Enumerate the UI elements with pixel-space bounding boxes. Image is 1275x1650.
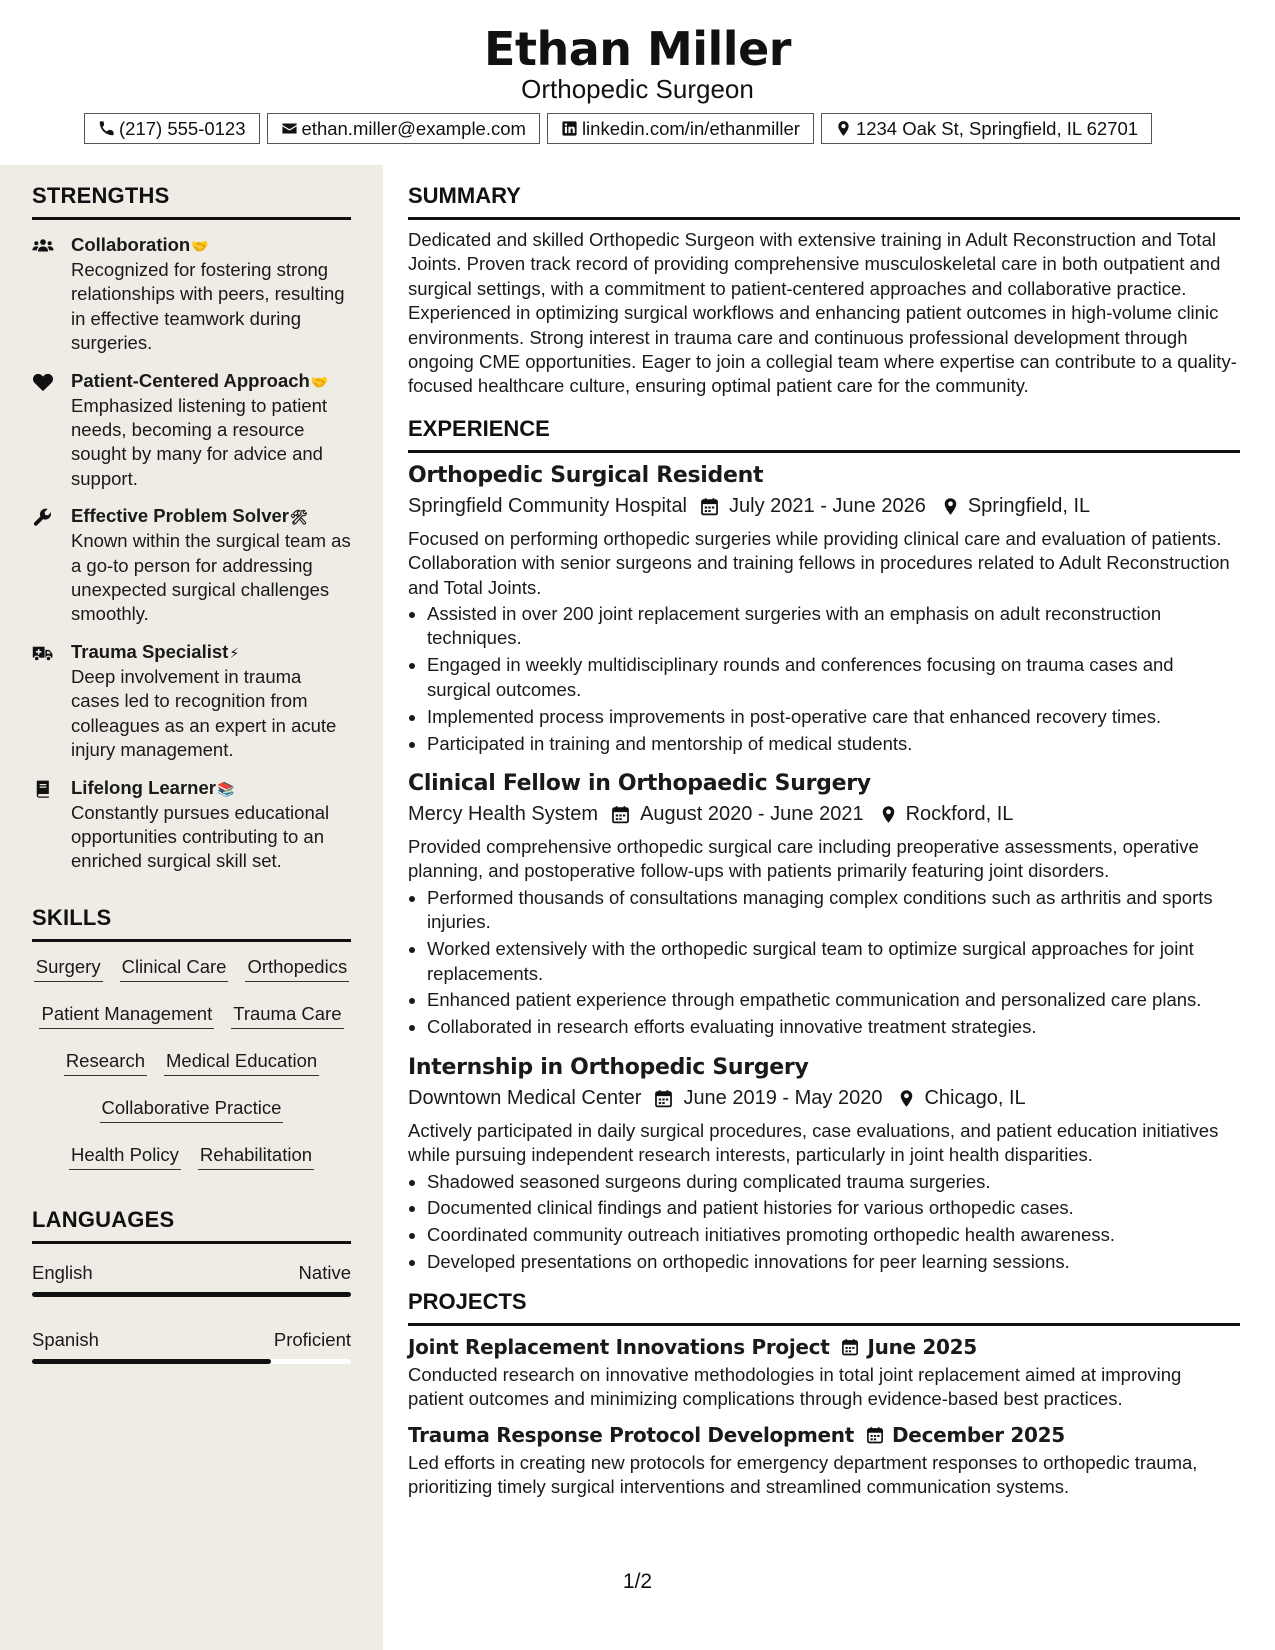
language-item bbox=[32, 1262, 351, 1297]
language-bar-fill bbox=[32, 1359, 271, 1364]
job-location: Chicago, IL bbox=[924, 1086, 1026, 1109]
strengths-heading: STRENGTHS bbox=[32, 183, 351, 220]
projects-section bbox=[408, 1289, 1240, 1500]
wrench-icon bbox=[32, 507, 54, 527]
users-icon bbox=[32, 236, 54, 256]
bullet-item: • Performed thousands of consultations managing complex conditions such as arthritis and sports injuries. bbox=[427, 886, 1240, 935]
page-number: 1/2 bbox=[622, 1570, 653, 1593]
strength-name: Patient-Centered Approach bbox=[71, 369, 310, 391]
map-pin-icon bbox=[897, 1089, 916, 1108]
ambulance-icon bbox=[32, 643, 54, 663]
skill-chip: Trauma Care bbox=[231, 1003, 343, 1029]
summary-section bbox=[408, 183, 1240, 399]
bullet-item: • Implemented process improvements in post-operative care that enhanced recovery times. bbox=[427, 705, 1240, 729]
lightning-icon: ⚡ bbox=[229, 644, 240, 661]
contact-phone[interactable] bbox=[84, 113, 260, 144]
strength-name: Effective Problem Solver bbox=[71, 505, 289, 527]
contact-address[interactable] bbox=[821, 113, 1152, 144]
experience-section bbox=[408, 416, 1240, 1275]
skills-heading: SKILLS bbox=[32, 905, 351, 942]
strength-desc: Deep involvement in trauma cases led to recognition from colleagues as an expert in acute injury management. bbox=[71, 665, 337, 761]
phone-icon bbox=[98, 120, 115, 137]
job-dates: June 2019 - May 2020 bbox=[683, 1086, 883, 1109]
summary-heading: SUMMARY bbox=[408, 183, 1240, 220]
job-description: Actively participated in daily surgical procedures, case evaluations, and patient education initiatives while pursuing independent research interests, particularly in joint health disparities. bbox=[408, 1119, 1219, 1166]
calendar-icon bbox=[700, 497, 719, 516]
handshake-icon: 🤝 bbox=[310, 373, 329, 390]
project-description: Led efforts in creating new protocols for emergency department responses to orthopedic trauma, prioritizing timely surgical interventions and streamlined communication systems. bbox=[408, 1451, 1198, 1497]
language-name: English bbox=[32, 1262, 93, 1283]
strength-item bbox=[32, 369, 351, 492]
skill-chip: Medical Education bbox=[164, 1050, 319, 1076]
skill-chip: Rehabilitation bbox=[198, 1144, 314, 1170]
strength-item bbox=[32, 233, 351, 356]
strength-desc: Constantly pursues educational opportunities contributing to an enriched surgical skill set. bbox=[71, 801, 330, 872]
job-entry bbox=[408, 462, 1240, 756]
skills-list bbox=[32, 956, 351, 1170]
bullet-item: • Participated in training and mentorship of medical students. bbox=[427, 732, 1240, 756]
bullet-item: • Collaborated in research efforts evaluating innovative treatment strategies. bbox=[427, 1015, 1240, 1039]
job-bullets bbox=[408, 1170, 1240, 1275]
job-location: Springfield, IL bbox=[967, 494, 1091, 517]
handshake-icon: 🤝 bbox=[191, 238, 209, 254]
candidate-title: Orthopedic Surgeon bbox=[521, 74, 754, 104]
bullet-item: • Coordinated community outreach initiatives promoting orthopedic health awareness. bbox=[427, 1223, 1240, 1247]
languages-section bbox=[32, 1207, 351, 1364]
strength-item bbox=[32, 776, 351, 874]
summary-text: Dedicated and skilled Orthopedic Surgeon with extensive training in Adult Reconstruction and Total Joints. Proven track record of providing comprehensive musculoskeletal care in both outpatient and surgical settings, with a commitment to patient-centered approaches and collaborative practice. Experienced in optimizing surgical workflows and enhancing patient outcomes in high-volume clinic environments. Strong interest in trauma care and continuous professional development through ongoing CME opportunities. Eager to join a collegial team where expertise can contribute to a quality-focused healthcare culture, ensuring optimal patient care for the community. bbox=[408, 229, 1237, 397]
skill-chip: Surgery bbox=[34, 956, 103, 982]
strength-item bbox=[32, 640, 351, 763]
books-icon: 📚 bbox=[216, 780, 235, 797]
contact-bar bbox=[84, 113, 1152, 144]
language-bar bbox=[32, 1292, 351, 1297]
bullet-item: • Engaged in weekly multidisciplinary rounds and conferences focusing on trauma cases and surgical outcomes. bbox=[427, 653, 1240, 702]
project-item bbox=[408, 1334, 1240, 1412]
languages-heading: LANGUAGES bbox=[32, 1207, 351, 1244]
job-entry bbox=[408, 1054, 1240, 1275]
strength-item bbox=[32, 504, 351, 627]
strength-desc: Known within the surgical team as a go-to person for addressing unexpected surgical challenges smoothly. bbox=[71, 530, 351, 625]
calendar-icon bbox=[841, 1338, 859, 1356]
experience-heading: EXPERIENCE bbox=[408, 416, 1240, 453]
tools-icon: 🛠 bbox=[289, 509, 308, 526]
bullet-item: • Developed presentations on orthopedic innovations for peer learning sessions. bbox=[427, 1250, 1240, 1274]
bullet-item: • Worked extensively with the orthopedic surgical team to optimize surgical approaches for joint replacements. bbox=[427, 937, 1240, 986]
bullet-item: • Enhanced patient experience through empathetic communication and personalized care plans. bbox=[427, 988, 1240, 1012]
job-org: Mercy Health System bbox=[408, 803, 599, 825]
sidebar bbox=[0, 165, 383, 1650]
project-name: Trauma Response Protocol Development bbox=[408, 1422, 854, 1447]
job-entry bbox=[408, 770, 1240, 1040]
language-name: Spanish bbox=[32, 1329, 99, 1350]
map-pin-icon bbox=[835, 120, 852, 137]
skills-section bbox=[32, 905, 351, 1191]
job-bullets bbox=[408, 886, 1240, 1040]
job-org: Downtown Medical Center bbox=[408, 1086, 642, 1109]
resume-header bbox=[0, 0, 1275, 165]
main-content bbox=[408, 165, 1240, 1499]
job-location: Rockford, IL bbox=[905, 803, 1014, 825]
job-bullets bbox=[408, 602, 1240, 756]
job-title: Orthopedic Surgical Resident bbox=[408, 462, 764, 488]
phone-text: (217) 555-0123 bbox=[119, 117, 246, 139]
project-date: June 2025 bbox=[867, 1334, 977, 1359]
bullet-item: • Documented clinical findings and patient histories for various orthopedic cases. bbox=[427, 1196, 1240, 1220]
projects-heading: PROJECTS bbox=[408, 1289, 1240, 1326]
bullet-item: • Assisted in over 200 joint replacement surgeries with an emphasis on adult reconstruction techniques. bbox=[427, 602, 1240, 651]
skill-chip: Health Policy bbox=[69, 1144, 181, 1170]
calendar-icon bbox=[654, 1089, 673, 1108]
calendar-icon bbox=[866, 1426, 884, 1444]
heart-icon bbox=[32, 372, 54, 392]
bullet-item: • Shadowed seasoned surgeons during complicated trauma surgeries. bbox=[427, 1170, 1240, 1194]
job-org: Springfield Community Hospital bbox=[408, 494, 688, 517]
address-text: 1234 Oak St, Springfield, IL 62701 bbox=[855, 117, 1139, 139]
contact-email[interactable] bbox=[267, 113, 540, 144]
job-description: Provided comprehensive orthopedic surgical care including preoperative assessments, operative planning, and postoperative follow-ups with patients primarily featuring joint disorders. bbox=[408, 836, 1199, 882]
strengths-section bbox=[32, 183, 351, 874]
project-item bbox=[408, 1422, 1240, 1500]
skill-chip: Collaborative Practice bbox=[100, 1097, 284, 1123]
candidate-name: Ethan Miller bbox=[484, 22, 791, 76]
email-text: ethan.miller@example.com bbox=[301, 117, 526, 139]
calendar-icon bbox=[611, 805, 630, 824]
skill-chip: Clinical Care bbox=[120, 956, 229, 982]
job-title: Internship in Orthopedic Surgery bbox=[408, 1054, 809, 1080]
linkedin-icon bbox=[561, 120, 578, 137]
language-bar-fill bbox=[32, 1292, 351, 1297]
linkedin-text: linkedin.com/in/ethanmiller bbox=[581, 117, 800, 139]
strength-desc: Recognized for fostering strong relationships with peers, resulting in effective teamwork during surgeries. bbox=[71, 259, 345, 354]
strength-name: Trauma Specialist bbox=[71, 640, 229, 662]
project-name: Joint Replacement Innovations Project bbox=[408, 1334, 830, 1359]
language-level: Proficient bbox=[273, 1329, 351, 1350]
book-icon bbox=[32, 779, 54, 799]
language-bar bbox=[32, 1359, 351, 1364]
strength-name: Lifelong Learner bbox=[71, 776, 216, 798]
skill-chip: Patient Management bbox=[39, 1003, 214, 1029]
skill-chip: Orthopedics bbox=[245, 956, 349, 982]
project-description: Conducted research on innovative methodologies in total joint replacement aimed at improving patient outcomes and minimizing complications through evidence-based best practices. bbox=[408, 1363, 1182, 1410]
language-item bbox=[32, 1329, 351, 1364]
project-date: December 2025 bbox=[892, 1422, 1065, 1447]
job-dates: August 2020 - June 2021 bbox=[640, 803, 864, 825]
strength-name: Collaboration bbox=[71, 234, 191, 255]
map-pin-icon bbox=[941, 497, 960, 516]
job-title: Clinical Fellow in Orthopaedic Surgery bbox=[408, 771, 871, 796]
strength-desc: Emphasized listening to patient needs, becoming a resource sought by many for advice and support. bbox=[71, 394, 328, 489]
job-description: Focused on performing orthopedic surgeries while providing clinical care and evaluation of patients. Collaboration with senior surgeons and training fellows in procedures related to Adult Reconstruction and Total Joints. bbox=[408, 527, 1230, 598]
job-dates: July 2021 - June 2026 bbox=[729, 494, 926, 517]
contact-linkedin[interactable] bbox=[547, 113, 814, 144]
language-level: Native bbox=[298, 1262, 351, 1283]
map-pin-icon bbox=[879, 805, 898, 824]
envelope-icon bbox=[281, 120, 298, 137]
skill-chip: Research bbox=[64, 1050, 147, 1076]
